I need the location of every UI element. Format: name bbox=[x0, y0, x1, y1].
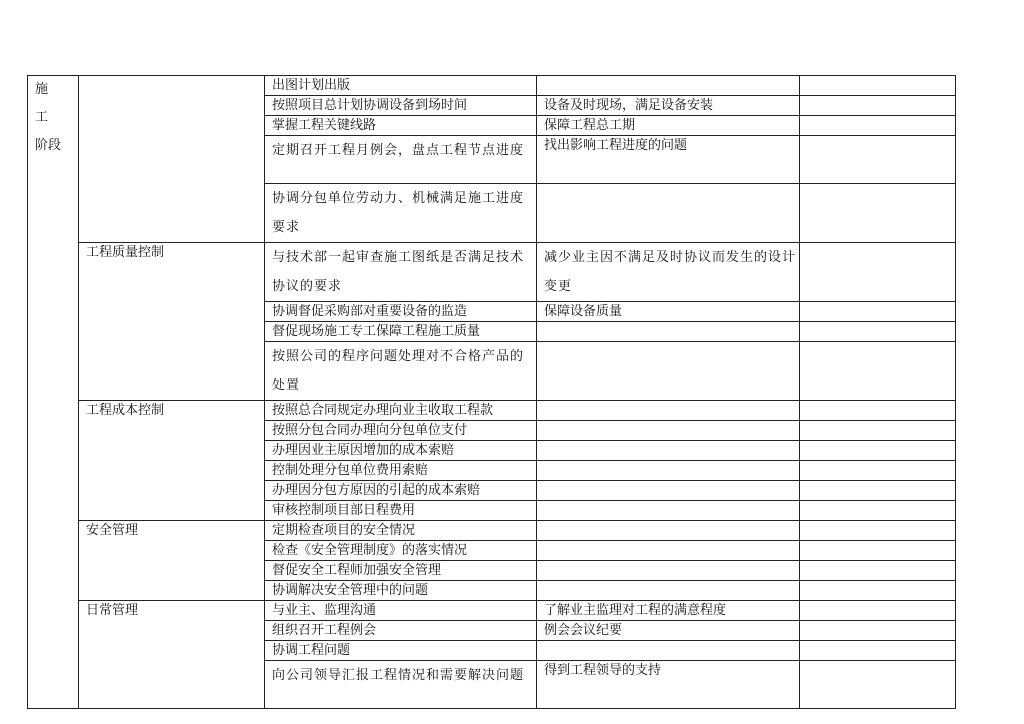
task-cell: 办理因业主原因增加的成本索赔 bbox=[265, 441, 537, 461]
remark-cell bbox=[800, 501, 956, 521]
task-cell: 按照公司的程序问题处理对不合格产品的处置 bbox=[265, 342, 537, 401]
table-row bbox=[28, 401, 956, 421]
goal-cell: 减少业主因不满足及时协议而发生的设计变更 bbox=[537, 243, 800, 302]
task-cell: 控制处理分包单位费用索赔 bbox=[265, 461, 537, 481]
remark-cell bbox=[800, 461, 956, 481]
task-cell: 掌握工程关键线路 bbox=[265, 116, 537, 136]
task-cell: 检查《安全管理制度》的落实情况 bbox=[265, 541, 537, 561]
management-table bbox=[27, 75, 956, 709]
task-cell: 按照项目总计划协调设备到场时间 bbox=[265, 96, 537, 116]
goal-cell bbox=[537, 521, 800, 541]
remark-cell bbox=[800, 481, 956, 501]
goal-cell bbox=[537, 76, 800, 96]
goal-cell: 得到工程领导的支持 bbox=[537, 661, 800, 709]
goal-cell bbox=[537, 641, 800, 661]
remark-cell bbox=[800, 243, 956, 302]
task-cell: 审核控制项目部日程费用 bbox=[265, 501, 537, 521]
remark-cell bbox=[800, 641, 956, 661]
remark-cell bbox=[800, 136, 956, 184]
category-cell: 日常管理 bbox=[79, 601, 265, 709]
remark-cell bbox=[800, 184, 956, 243]
phase-label-line1: 施 工 bbox=[35, 82, 61, 125]
remark-cell bbox=[800, 561, 956, 581]
task-cell: 定期召开工程月例会，盘点工程节点进度 bbox=[265, 136, 537, 184]
remark-cell bbox=[800, 116, 956, 136]
category-cell: 工程成本控制 bbox=[79, 401, 265, 521]
goal-cell: 保障工程总工期 bbox=[537, 116, 800, 136]
remark-cell bbox=[800, 322, 956, 342]
goal-cell: 设备及时现场，满足设备安装 bbox=[537, 96, 800, 116]
goal-cell bbox=[537, 461, 800, 481]
remark-cell bbox=[800, 342, 956, 401]
task-cell: 与业主、监理沟通 bbox=[265, 601, 537, 621]
table-row bbox=[28, 76, 956, 96]
goal-cell: 例会会议纪要 bbox=[537, 621, 800, 641]
remark-cell bbox=[800, 302, 956, 322]
remark-cell bbox=[800, 96, 956, 116]
goal-cell bbox=[537, 541, 800, 561]
goal-cell bbox=[537, 421, 800, 441]
goal-cell bbox=[537, 561, 800, 581]
task-cell: 向公司领导汇报工程情况和需要解决问题 bbox=[265, 661, 537, 709]
goal-cell: 了解业主监理对工程的满意程度 bbox=[537, 601, 800, 621]
remark-cell bbox=[800, 621, 956, 641]
goal-cell bbox=[537, 441, 800, 461]
phase-cell bbox=[28, 76, 79, 709]
remark-cell bbox=[800, 521, 956, 541]
task-cell: 协调分包单位劳动力、机械满足施工进度要求 bbox=[265, 184, 537, 243]
remark-cell bbox=[800, 441, 956, 461]
table-row bbox=[28, 601, 956, 621]
task-cell: 督促安全工程师加强安全管理 bbox=[265, 561, 537, 581]
remark-cell bbox=[800, 601, 956, 621]
goal-cell bbox=[537, 342, 800, 401]
task-cell: 按照分包合同办理向分包单位支付 bbox=[265, 421, 537, 441]
goal-cell bbox=[537, 184, 800, 243]
task-cell: 按照总合同规定办理向业主收取工程款 bbox=[265, 401, 537, 421]
remark-cell bbox=[800, 421, 956, 441]
task-cell: 与技术部一起审查施工图纸是否满足技术协议的要求 bbox=[265, 243, 537, 302]
task-cell: 组织召开工程例会 bbox=[265, 621, 537, 641]
phase-label-line2: 阶段 bbox=[35, 138, 62, 153]
task-cell: 协调督促采购部对重要设备的监造 bbox=[265, 302, 537, 322]
remark-cell bbox=[800, 661, 956, 709]
task-cell: 协调解决安全管理中的问题 bbox=[265, 581, 537, 601]
category-cell: 安全管理 bbox=[79, 521, 265, 601]
task-cell: 督促现场施工专工保障工程施工质量 bbox=[265, 322, 537, 342]
goal-cell: 保障设备质量 bbox=[537, 302, 800, 322]
category-cell: 工程质量控制 bbox=[79, 243, 265, 401]
task-cell: 协调工程问题 bbox=[265, 641, 537, 661]
table-row bbox=[28, 521, 956, 541]
category-cell bbox=[79, 76, 265, 243]
table-row bbox=[28, 243, 956, 302]
goal-cell bbox=[537, 581, 800, 601]
remark-cell bbox=[800, 401, 956, 421]
task-cell: 定期检查项目的安全情况 bbox=[265, 521, 537, 541]
goal-cell bbox=[537, 322, 800, 342]
goal-cell bbox=[537, 401, 800, 421]
remark-cell bbox=[800, 76, 956, 96]
goal-cell bbox=[537, 501, 800, 521]
goal-cell: 找出影响工程进度的问题 bbox=[537, 136, 800, 184]
task-cell: 出图计划出版 bbox=[265, 76, 537, 96]
task-cell: 办理因分包方原因的引起的成本索赔 bbox=[265, 481, 537, 501]
remark-cell bbox=[800, 581, 956, 601]
remark-cell bbox=[800, 541, 956, 561]
goal-cell bbox=[537, 481, 800, 501]
